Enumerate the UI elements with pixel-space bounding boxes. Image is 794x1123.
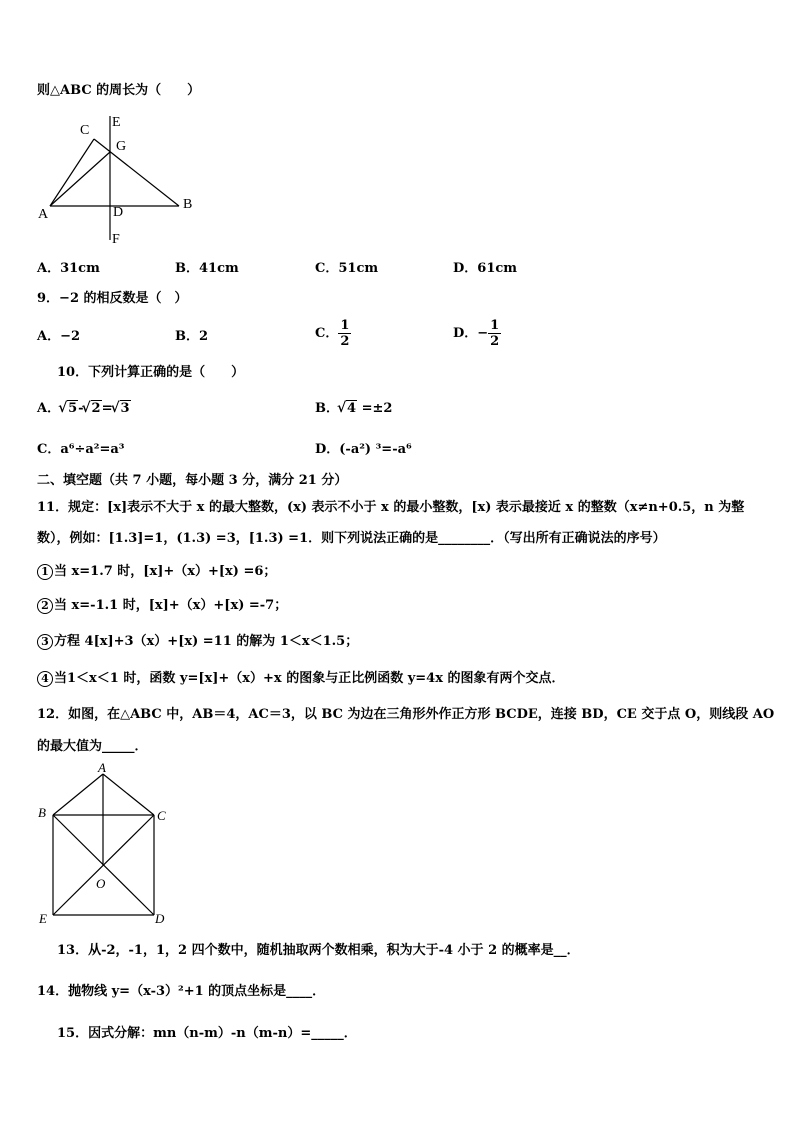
frac-num: 1 bbox=[490, 318, 500, 333]
radicand: 5 bbox=[68, 401, 78, 416]
statement-text: 当1＜x＜1 时，函数 y=[x]+（x）+x 的图象与正比例函数 y=4x 的图象有两个交点． bbox=[54, 671, 565, 686]
fraction-half bbox=[488, 318, 501, 349]
operator: - bbox=[78, 401, 84, 416]
label-c: C bbox=[157, 808, 166, 823]
q8-stem: 则△ABC 的周长为（ ） bbox=[37, 83, 201, 98]
label-e: E bbox=[112, 115, 121, 130]
q10-option-b bbox=[315, 400, 392, 418]
q11-line-2: 数），例如：[1.3]=1，(1.3) =3，[1.3) =1．则下列说法正确的是________．（写出所有正确说法的序号） bbox=[37, 531, 666, 546]
q10-option-d: D．(-a²) ³=-a⁶ bbox=[315, 442, 412, 457]
option-label: B． bbox=[315, 401, 339, 416]
label-e: E bbox=[39, 911, 47, 925]
label-c: C bbox=[80, 123, 90, 138]
label-o: O bbox=[96, 876, 106, 891]
q8-option-a: A．31cm bbox=[37, 261, 100, 276]
circled-number: 4 bbox=[37, 671, 53, 687]
label-a: A bbox=[98, 760, 106, 775]
q8-triangle-figure bbox=[36, 112, 206, 247]
sqrt bbox=[60, 400, 78, 418]
circled-number: 2 bbox=[37, 598, 53, 614]
frac-den: 2 bbox=[490, 334, 500, 349]
option-rest: =±2 bbox=[357, 401, 393, 416]
radicand: 4 bbox=[347, 401, 357, 416]
q11-statement-1 bbox=[37, 563, 276, 581]
sqrt bbox=[339, 400, 357, 418]
q12-line-2: 的最大值为_____． bbox=[37, 739, 148, 754]
q9-option-a: A．−2 bbox=[37, 329, 81, 344]
fraction-half bbox=[338, 318, 351, 349]
q10-option-a bbox=[37, 400, 131, 418]
q9-option-c bbox=[315, 318, 351, 349]
q9-option-b: B．2 bbox=[175, 329, 209, 344]
sqrt bbox=[84, 400, 102, 418]
q8-option-d: D．61cm bbox=[453, 261, 518, 276]
section-heading: 二、填空题（共 7 小题，每小题 3 分，满分 21 分） bbox=[37, 473, 348, 488]
radicand: 2 bbox=[91, 401, 101, 416]
q9-stem: 9．−2 的相反数是（ ） bbox=[37, 291, 188, 306]
q10-stem: 10．下列计算正确的是（ ） bbox=[57, 365, 245, 380]
q11-statement-4 bbox=[37, 670, 565, 688]
q11-line-1: 11．规定：[x]表示不大于 x 的最大整数，(x) 表示不小于 x 的最小整数，[x) 表示最接近 x 的整数（x≠n+0.5，n 为整 bbox=[37, 500, 745, 515]
q10-option-c: C．a⁶÷a²=a³ bbox=[37, 442, 125, 457]
q14-stem: 14．抛物线 y=（x-3）²+1 的顶点坐标是____． bbox=[37, 984, 326, 999]
radicand: 3 bbox=[120, 401, 130, 416]
option-label: A． bbox=[37, 401, 61, 416]
q15-stem: 15．因式分解：mn（n-m）-n（m-n）=_____． bbox=[57, 1026, 357, 1041]
label-f: F bbox=[112, 232, 120, 247]
label-d: D bbox=[113, 205, 124, 220]
q13-stem: 13．从-2，-1，1，2 四个数中，随机抽取两个数相乘，积为大于-4 小于 2 的概率是__． bbox=[57, 943, 580, 958]
q12-line-1: 12．如图，在△ABC 中，AB＝4，AC＝3，以 BC 为边在三角形外作正方形 BCDE，连接 BD，CE 交于点 O，则线段 AO bbox=[37, 707, 775, 722]
operator: = bbox=[101, 401, 113, 416]
q9-option-c-label: C． bbox=[315, 326, 339, 341]
statement-text: 当 x=-1.1 时，[x]+（x）+[x) =-7； bbox=[54, 598, 288, 613]
label-a: A bbox=[38, 207, 49, 222]
q11-statement-2 bbox=[37, 597, 287, 615]
circled-number: 1 bbox=[37, 564, 53, 580]
q8-option-b: B．41cm bbox=[175, 261, 239, 276]
q12-square-figure bbox=[34, 760, 174, 925]
statement-text: 当 x=1.7 时，[x]+（x）+[x) =6； bbox=[54, 564, 277, 579]
sqrt bbox=[113, 400, 131, 418]
q8-option-c: C．51cm bbox=[315, 261, 379, 276]
label-b: B bbox=[183, 197, 193, 212]
label-b: B bbox=[38, 805, 46, 820]
frac-den: 2 bbox=[340, 334, 350, 349]
label-g: G bbox=[116, 139, 127, 154]
q9-option-d bbox=[453, 318, 501, 349]
circled-number: 3 bbox=[37, 634, 53, 650]
label-d: D bbox=[155, 911, 165, 925]
q9-option-d-label: D．− bbox=[453, 326, 489, 341]
q11-statement-3 bbox=[37, 633, 358, 651]
frac-num: 1 bbox=[340, 318, 350, 333]
statement-text: 方程 4[x]+3（x）+[x) =11 的解为 1＜x＜1.5； bbox=[54, 634, 359, 649]
